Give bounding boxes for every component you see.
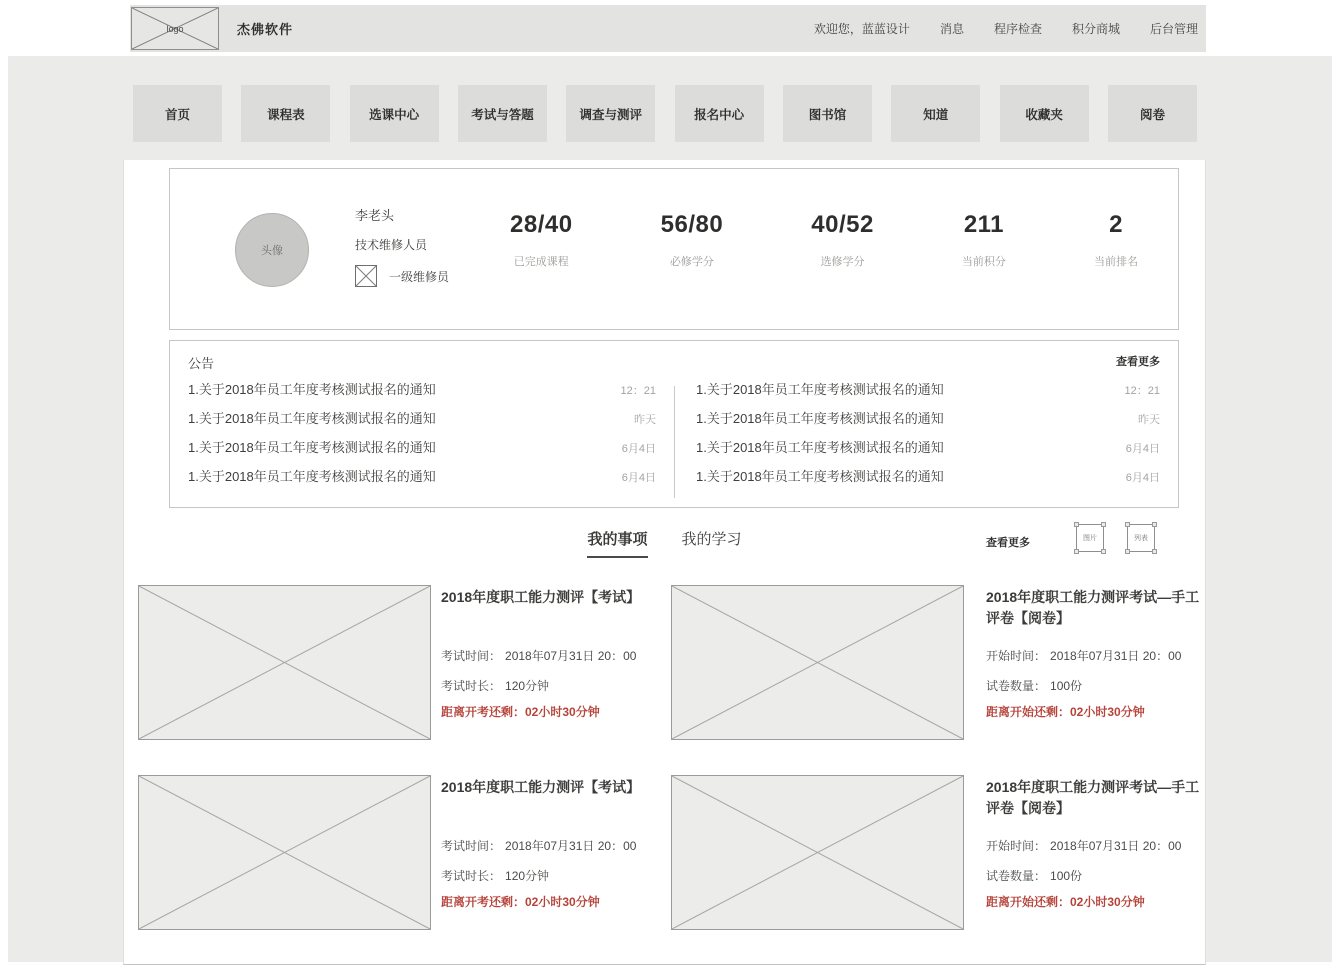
announcement-item[interactable]: 1.关于2018年员工年度考核测试报名的通知 12：21 <box>188 382 656 397</box>
grading-countdown: 距离开始还剩：02小时30分钟 <box>986 895 1145 909</box>
start-time-row: 开始时间： 2018年07月31日 20：00 <box>986 649 1182 663</box>
badge-label: 一级维修员 <box>389 269 450 284</box>
exam-countdown: 距离开考还剩：02小时30分钟 <box>441 705 600 719</box>
main-content <box>123 160 1206 965</box>
header-link-points-mall[interactable]: 积分商城 <box>1071 22 1120 36</box>
exam-card-thumbnail[interactable] <box>138 585 431 740</box>
profile-info <box>355 205 449 287</box>
grading-card-title[interactable]: 2018年度职工能力测评考试—手工评卷【阅卷】 <box>986 589 1200 626</box>
exam-time-row: 考试时间： 2018年07月31日 20：00 <box>441 839 637 853</box>
exam-card-thumbnail[interactable] <box>138 775 431 930</box>
badge-icon <box>355 265 377 287</box>
announcement-item[interactable]: 1.关于2018年员工年度考核测试报名的通知 昨天 <box>696 411 1160 426</box>
main-nav <box>133 85 1197 142</box>
tab-my-matters[interactable]: 我的事项 <box>587 528 647 558</box>
logo-label: logo <box>166 23 184 34</box>
paper-count-row: 试卷数量： 100份 <box>986 679 1083 693</box>
header-links <box>814 20 1198 37</box>
grading-card-title[interactable]: 2018年度职工能力测评考试—手工评卷【阅卷】 <box>986 779 1200 816</box>
exam-card-title[interactable]: 2018年度职工能力测评【考试】 <box>441 589 641 605</box>
nav-tab-favorites[interactable]: 收藏夹 <box>1000 85 1089 142</box>
brand-name: 杰佛软件 <box>237 22 294 37</box>
my-section-tabs <box>124 528 1205 558</box>
nav-tab-library[interactable]: 图书馆 <box>783 85 872 142</box>
announcements-column-left <box>188 379 656 495</box>
grading-card <box>986 775 1208 930</box>
announcement-item[interactable]: 1.关于2018年员工年度考核测试报名的通知 12：21 <box>696 382 1160 397</box>
grading-card <box>986 585 1208 740</box>
view-toggle-list-button[interactable]: 列表 <box>1127 524 1155 552</box>
stat-current-points: 211 当前积分 <box>961 211 1006 268</box>
nav-tab-home[interactable]: 首页 <box>133 85 222 142</box>
stat-required-credits: 56/80 必修学分 <box>660 211 724 268</box>
header-link-program-check[interactable]: 程序检查 <box>993 22 1042 36</box>
announcement-item[interactable]: 1.关于2018年员工年度考核测试报名的通知 6月4日 <box>188 440 656 455</box>
exam-card-title[interactable]: 2018年度职工能力测评【考试】 <box>441 779 641 795</box>
image-placeholder-cross-icon <box>672 776 963 929</box>
announcement-item[interactable]: 1.关于2018年员工年度考核测试报名的通知 昨天 <box>188 411 656 426</box>
header <box>130 5 1206 52</box>
announcement-item[interactable]: 1.关于2018年员工年度考核测试报名的通知 6月4日 <box>188 469 656 484</box>
image-placeholder-cross-icon <box>139 776 430 929</box>
stats-row <box>510 211 1138 269</box>
announcements-view-more-link[interactable]: 查看更多 <box>1116 356 1160 368</box>
badge-row <box>355 265 449 287</box>
grading-card-thumbnail[interactable] <box>671 585 964 740</box>
stat-completed-courses: 28/40 已完成课程 <box>510 211 573 268</box>
announcements-title: 公告 <box>188 356 215 371</box>
user-name: 李老头 <box>355 208 395 223</box>
start-time-row: 开始时间： 2018年07月31日 20：00 <box>986 839 1182 853</box>
stat-current-rank: 2 当前排名 <box>1094 211 1138 268</box>
section-view-more-link[interactable]: 查看更多 <box>986 537 1030 549</box>
header-link-messages[interactable]: 消息 <box>939 22 964 36</box>
view-toggles <box>1076 524 1155 552</box>
image-placeholder-cross-icon <box>672 586 963 739</box>
exam-card <box>441 585 663 740</box>
nav-tab-survey[interactable]: 调查与测评 <box>566 85 655 142</box>
nav-tab-exam[interactable]: 考试与答题 <box>458 85 547 142</box>
announcements-header <box>188 353 1160 372</box>
user-role: 技术维修人员 <box>355 238 428 252</box>
profile-card <box>169 168 1179 330</box>
announcements-column-right <box>696 379 1160 495</box>
grading-card-thumbnail[interactable] <box>671 775 964 930</box>
nav-tab-knowledge[interactable]: 知道 <box>891 85 980 142</box>
exam-duration-row: 考试时长： 120分钟 <box>441 679 550 693</box>
tab-my-learning[interactable]: 我的学习 <box>681 531 742 548</box>
announcements-columns <box>188 379 1160 495</box>
announcement-item[interactable]: 1.关于2018年员工年度考核测试报名的通知 6月4日 <box>696 440 1160 455</box>
exam-countdown: 距离开考还剩：02小时30分钟 <box>441 895 600 909</box>
header-link-welcome[interactable]: 欢迎您，蓝蓝设计 <box>813 22 910 36</box>
avatar: 头像 <box>235 213 309 287</box>
stat-elective-credits: 40/52 选修学分 <box>811 211 874 268</box>
header-link-admin[interactable]: 后台管理 <box>1149 22 1198 36</box>
exam-duration-row: 考试时长： 120分钟 <box>441 869 550 883</box>
image-placeholder-cross-icon <box>139 586 430 739</box>
announcement-item[interactable]: 1.关于2018年员工年度考核测试报名的通知 6月4日 <box>696 469 1160 484</box>
nav-tab-grading[interactable]: 阅卷 <box>1108 85 1197 142</box>
nav-tab-course-center[interactable]: 选课中心 <box>350 85 439 142</box>
my-section-bar <box>124 528 1205 568</box>
exam-time-row: 考试时间： 2018年07月31日 20：00 <box>441 649 637 663</box>
grading-countdown: 距离开始还剩：02小时30分钟 <box>986 705 1145 719</box>
nav-tab-signup-center[interactable]: 报名中心 <box>675 85 764 142</box>
exam-card <box>441 775 663 930</box>
paper-count-row: 试卷数量： 100份 <box>986 869 1083 883</box>
announcements-panel <box>169 340 1179 508</box>
nav-tab-schedule[interactable]: 课程表 <box>241 85 330 142</box>
logo[interactable] <box>131 7 219 50</box>
view-toggle-image-button[interactable]: 图片 <box>1076 524 1104 552</box>
